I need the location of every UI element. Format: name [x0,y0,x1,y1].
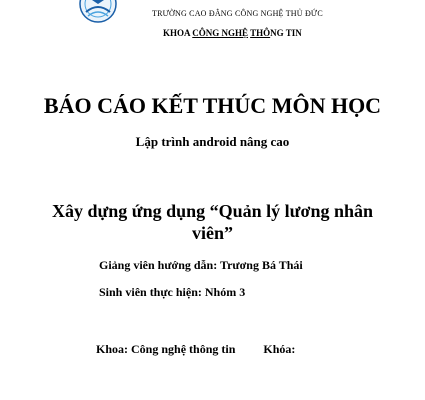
faculty-name-suffix: NG TIN [270,28,302,38]
faculty-name [163,28,302,38]
subject-name: Lập trình android nâng cao [135,134,290,149]
faculty-name-prefix: KHOA [163,28,193,38]
faculty-name-underlined-2: THÔ [250,28,271,38]
faculty-name-underlined-1: CÔNG NGHỆ [192,28,249,38]
report-title: BÁO CÁO KẾT THÚC MÔN HỌC [43,93,382,118]
lecturer-line: Giảng viên hướng dẫn: Trương Bá Thái [99,258,303,272]
school-name: TRƯỜNG CAO ĐẲNG CÔNG NGHỆ THỦ ĐỨC [152,9,323,18]
faculty-line: Khoa: Công nghệ thông tin [96,342,236,356]
student-line: Sinh viên thực hiện: Nhóm 3 [99,285,246,299]
course-line: Khóa: [263,342,296,356]
school-logo-icon [76,0,120,24]
faculty-course-row [96,342,295,357]
project-title: Xây dựng ứng dụng “Quản lý lương nhân viên” [51,201,373,243]
